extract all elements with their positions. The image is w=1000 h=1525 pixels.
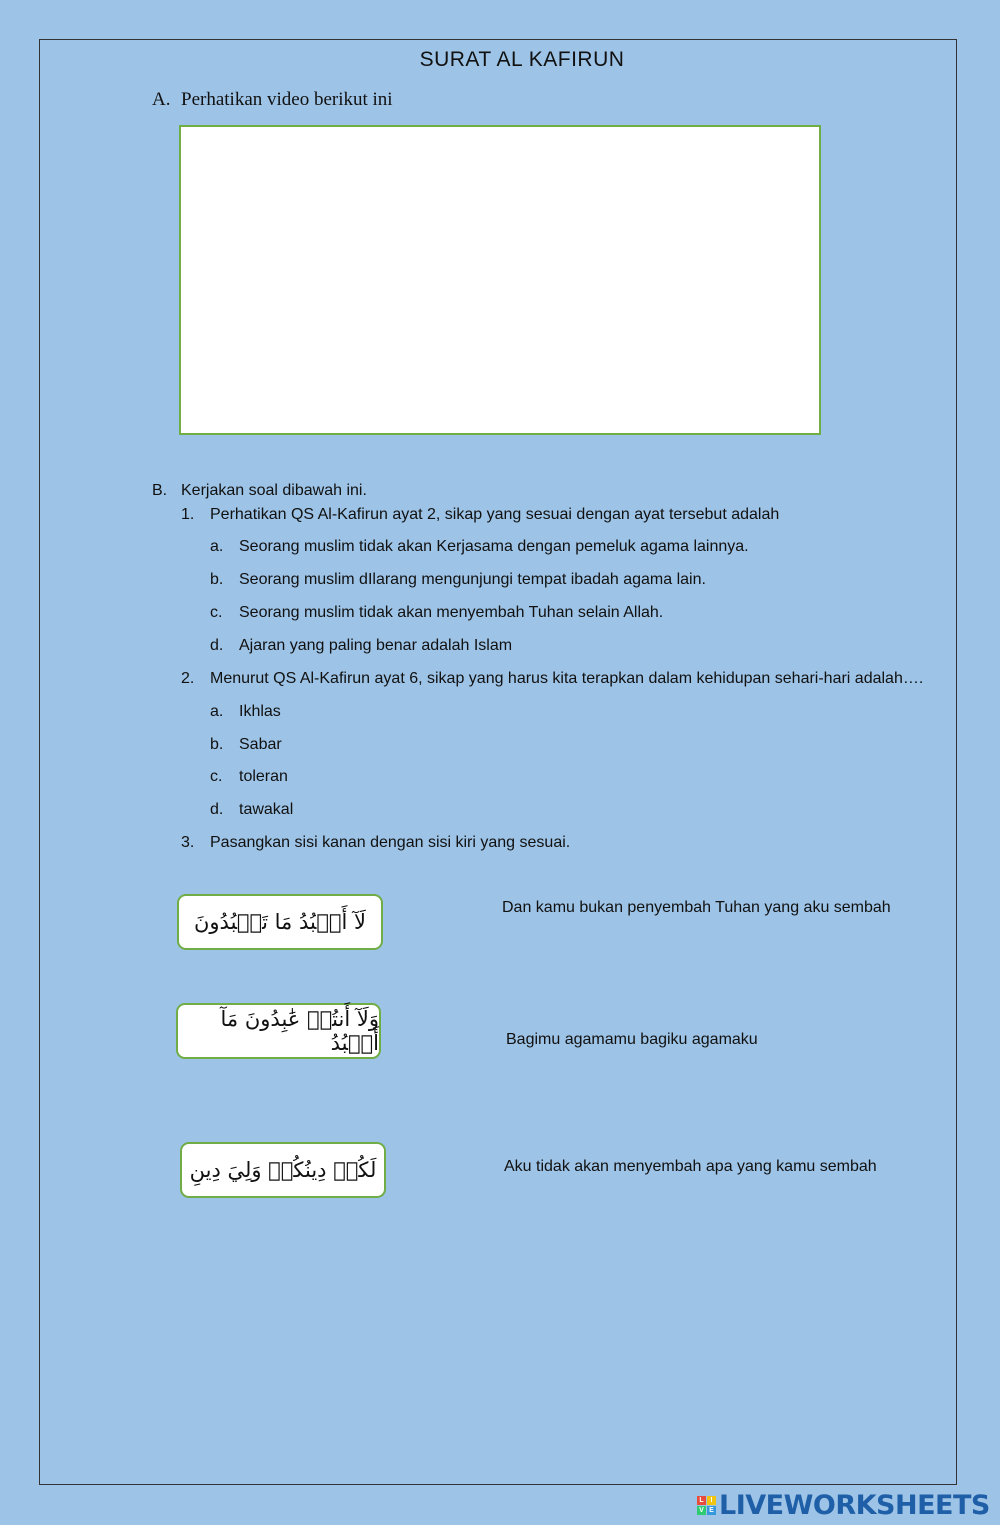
option-label: c. (210, 604, 223, 621)
question-number: 3. (181, 834, 195, 851)
logo-mark-letter: I (707, 1496, 716, 1505)
section-b-number: B. (152, 482, 168, 499)
option-text: Seorang muslim tidak akan menyembah Tuhan selain Allah. (239, 604, 664, 621)
logo-mark-letter: L (697, 1496, 706, 1505)
section-a-text: Perhatikan video berikut ini (181, 89, 393, 110)
q1-option-a[interactable] (210, 538, 749, 556)
match-right-3[interactable]: Aku tidak akan menyembah apa yang kamu sembah (504, 1158, 877, 1175)
logo-mark-letter: V (697, 1506, 706, 1515)
video-player[interactable] (179, 125, 821, 435)
question-3 (181, 834, 570, 852)
match-right-2[interactable]: Bagimu agamamu bagiku agamaku (506, 1031, 758, 1048)
q1-option-b[interactable] (210, 571, 706, 589)
question-number: 2. (181, 670, 195, 687)
section-a-number: A. (152, 89, 171, 110)
option-label: d. (210, 801, 224, 818)
option-text: Ikhlas (239, 703, 281, 720)
question-2 (181, 670, 923, 688)
q2-option-c[interactable] (210, 768, 288, 786)
section-b-heading (152, 482, 367, 500)
question-number: 1. (181, 506, 195, 523)
section-b-text: Kerjakan soal dibawah ini. (181, 482, 367, 499)
option-text: Seorang muslim dIlarang mengunjungi tempat ibadah agama lain. (239, 571, 706, 588)
logo-mark-letter: E (707, 1506, 716, 1515)
option-label: b. (210, 571, 224, 588)
option-text: Ajaran yang paling benar adalah Islam (239, 637, 513, 654)
q1-option-d[interactable] (210, 637, 512, 655)
question-text: Pasangkan sisi kanan dengan sisi kiri yang sesuai. (210, 834, 571, 851)
match-left-1[interactable]: لَآ أَعۡبُدُ مَا تَعۡبُدُونَ (177, 894, 383, 950)
option-text: tawakal (239, 801, 294, 818)
match-right-1[interactable]: Dan kamu bukan penyembah Tuhan yang aku sembah (502, 899, 891, 916)
q1-option-c[interactable] (210, 604, 663, 622)
logo-mark-icon (697, 1496, 716, 1515)
page-title: SURAT AL KAFIRUN (419, 48, 625, 71)
match-left-3[interactable]: لَكُمۡ دِينُكُمۡ وَلِيَ دِينِ (180, 1142, 386, 1198)
question-text: Menurut QS Al-Kafirun ayat 6, sikap yang harus kita terapkan dalam kehidupan sehari-hari adalah…. (210, 670, 924, 687)
liveworksheets-logo (697, 1488, 990, 1522)
option-label: b. (210, 736, 224, 753)
question-text: Perhatikan QS Al-Kafirun ayat 2, sikap yang sesuai dengan ayat tersebut adalah (210, 506, 780, 523)
option-text: Seorang muslim tidak akan Kerjasama dengan pemeluk agama lainnya. (239, 538, 749, 555)
section-a-heading (152, 89, 393, 111)
logo-text: LIVEWORKSHEETS (719, 1489, 990, 1521)
option-label: a. (210, 703, 224, 720)
question-1 (181, 506, 779, 524)
option-label: a. (210, 538, 224, 555)
q2-option-b[interactable] (210, 736, 282, 754)
option-text: Sabar (239, 736, 282, 753)
match-left-2[interactable]: وَلَآ أَنتُمۡ عَٰبِدُونَ مَآ أَعۡبُدُ (176, 1003, 381, 1059)
option-label: c. (210, 768, 223, 785)
option-text: toleran (239, 768, 288, 785)
q2-option-a[interactable] (210, 703, 281, 721)
q2-option-d[interactable] (210, 801, 293, 819)
option-label: d. (210, 637, 224, 654)
